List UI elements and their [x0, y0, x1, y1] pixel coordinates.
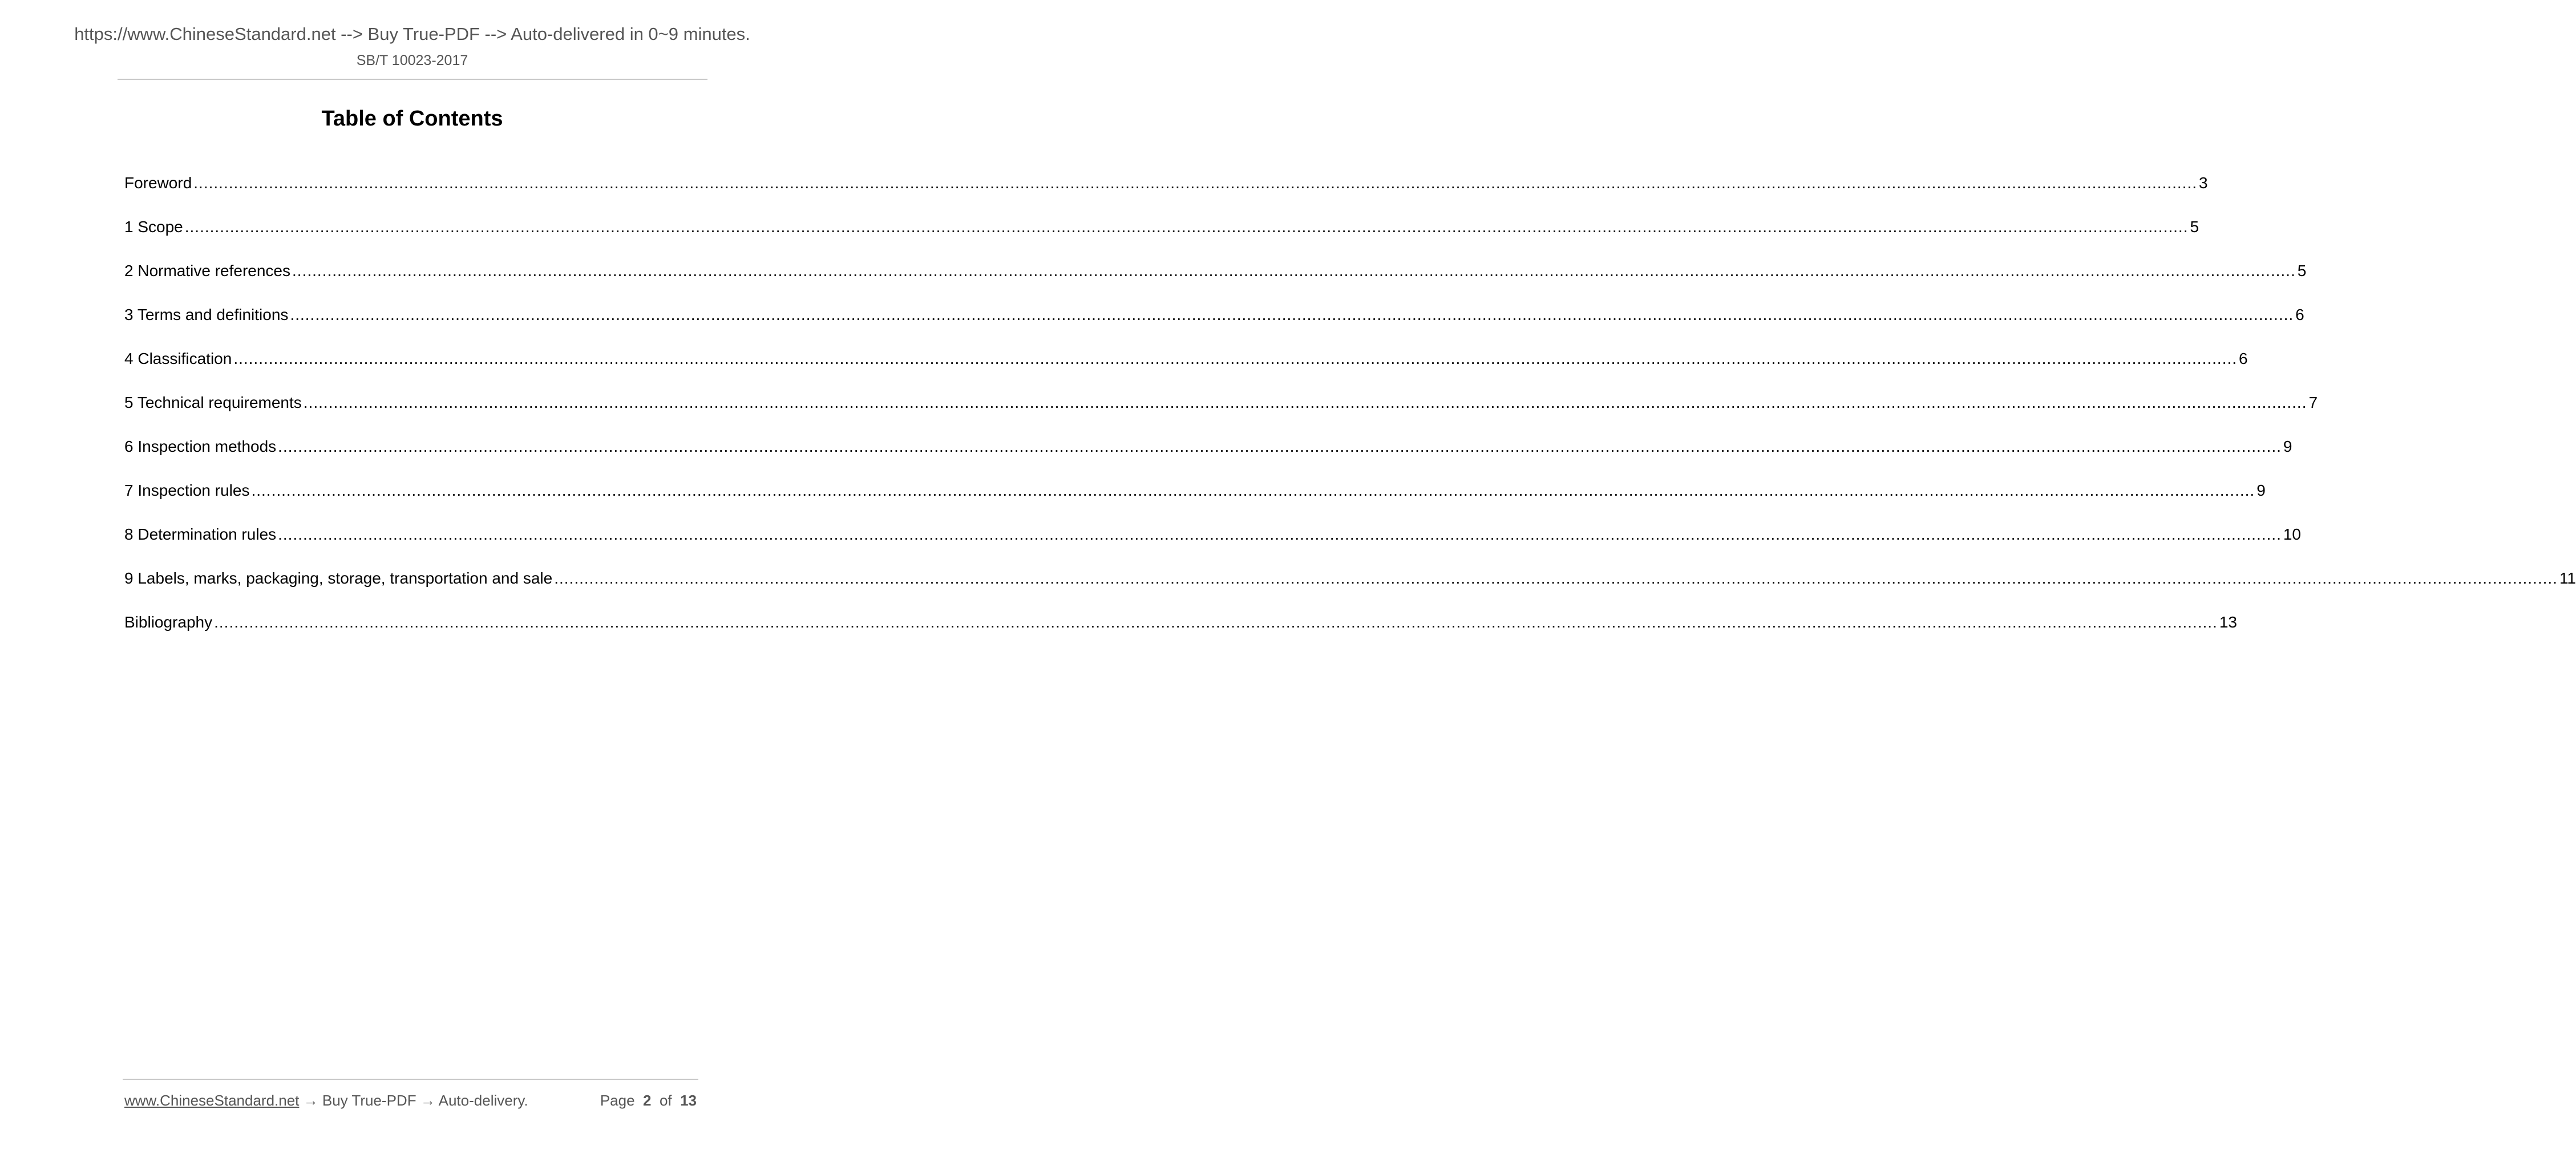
page-word: Page [600, 1092, 635, 1109]
header-banner: https://www.ChineseStandard.net --> Buy True-PDF --> Auto-delivered in 0~9 minutes. [74, 24, 750, 44]
toc-entry-label: 1 Scope [124, 218, 183, 236]
toc-entry-label: 5 Technical requirements [124, 394, 302, 411]
toc-entry-label: Bibliography [124, 613, 213, 631]
toc-entry-bibliography[interactable] [124, 611, 2237, 634]
toc-dot-leader: ................................................................................................................................................................................................................................................................................................................................................................................................................ [251, 481, 2255, 499]
header-divider [118, 79, 707, 80]
footer-site-link[interactable]: www.ChineseStandard.net [124, 1092, 300, 1109]
toc-entry-page: 7 [2308, 394, 2318, 411]
toc-dot-leader: ................................................................................................................................................................................................................................................................................................................................................................................................................ [292, 262, 2296, 280]
toc-entry-label: Foreword [124, 174, 192, 192]
toc-entry-inspection-methods[interactable] [124, 435, 2292, 458]
toc-entry-page: 5 [2297, 262, 2307, 280]
document-code: SB/T 10023-2017 [356, 52, 468, 68]
toc-entry-label: 4 Classification [124, 350, 232, 367]
toc-entry-page: 5 [2190, 218, 2199, 236]
toc-entry-inspection-rules[interactable] [124, 479, 2266, 502]
page-title: Table of Contents [321, 107, 503, 131]
toc-entry-page: 13 [2219, 613, 2237, 631]
toc-entry-label: 9 Labels, marks, packaging, storage, transportation and sale [124, 569, 553, 587]
toc-entry-labels-marks-packaging[interactable] [124, 567, 2576, 590]
toc-dot-leader: ................................................................................................................................................................................................................................................................................................................................................................................................................ [303, 394, 2307, 411]
arrow-right-icon: → [303, 1092, 318, 1109]
page-footer [124, 1089, 697, 1112]
toc-entry-classification[interactable] [124, 347, 2248, 370]
toc-entry-page: 6 [2295, 306, 2304, 323]
toc-entry-scope[interactable] [124, 216, 2199, 238]
toc-entry-page: 11 [2559, 569, 2576, 587]
page-current: 2 [643, 1092, 652, 1109]
toc-entry-foreword[interactable] [124, 172, 2208, 195]
toc-dot-leader: ................................................................................................................................................................................................................................................................................................................................................................................................................ [554, 569, 2558, 587]
footer-promo [124, 1089, 528, 1112]
toc-dot-leader: ................................................................................................................................................................................................................................................................................................................................................................................................................ [278, 438, 2282, 455]
toc-entry-label: 2 Normative references [124, 262, 291, 280]
footer-delivery-text: Auto-delivery. [438, 1092, 528, 1109]
footer-buy-text: Buy True-PDF [322, 1092, 416, 1109]
toc-entry-terms-and-definitions[interactable] [124, 303, 2304, 326]
toc-dot-leader: ................................................................................................................................................................................................................................................................................................................................................................................................................ [184, 218, 2189, 236]
footer-divider [123, 1079, 698, 1080]
toc-entry-page: 6 [2239, 350, 2248, 367]
toc-entry-label: 8 Determination rules [124, 525, 277, 543]
toc-entry-determination-rules[interactable] [124, 523, 2301, 546]
page-total: 13 [680, 1092, 697, 1109]
toc-entry-page: 10 [2283, 525, 2301, 543]
of-word: of [659, 1092, 672, 1109]
toc-dot-leader: ................................................................................................................................................................................................................................................................................................................................................................................................................ [290, 306, 2294, 323]
toc-entry-page: 9 [2283, 438, 2292, 455]
toc-entry-normative-references[interactable] [124, 260, 2307, 282]
toc-entry-page: 9 [2256, 481, 2266, 499]
toc-dot-leader: ................................................................................................................................................................................................................................................................................................................................................................................................................ [233, 350, 2238, 367]
toc-dot-leader: ................................................................................................................................................................................................................................................................................................................................................................................................................ [214, 613, 2218, 631]
toc-entry-technical-requirements[interactable] [124, 391, 2318, 414]
arrow-right-icon: → [420, 1092, 435, 1109]
toc-entry-label: 6 Inspection methods [124, 438, 277, 455]
toc-dot-leader: ................................................................................................................................................................................................................................................................................................................................................................................................................ [278, 525, 2282, 543]
page-number [600, 1089, 697, 1112]
toc-entry-label: 7 Inspection rules [124, 481, 250, 499]
toc-dot-leader: ................................................................................................................................................................................................................................................................................................................................................................................................................ [193, 174, 2197, 192]
toc-entry-label: 3 Terms and definitions [124, 306, 289, 323]
toc-entry-page: 3 [2198, 174, 2208, 192]
